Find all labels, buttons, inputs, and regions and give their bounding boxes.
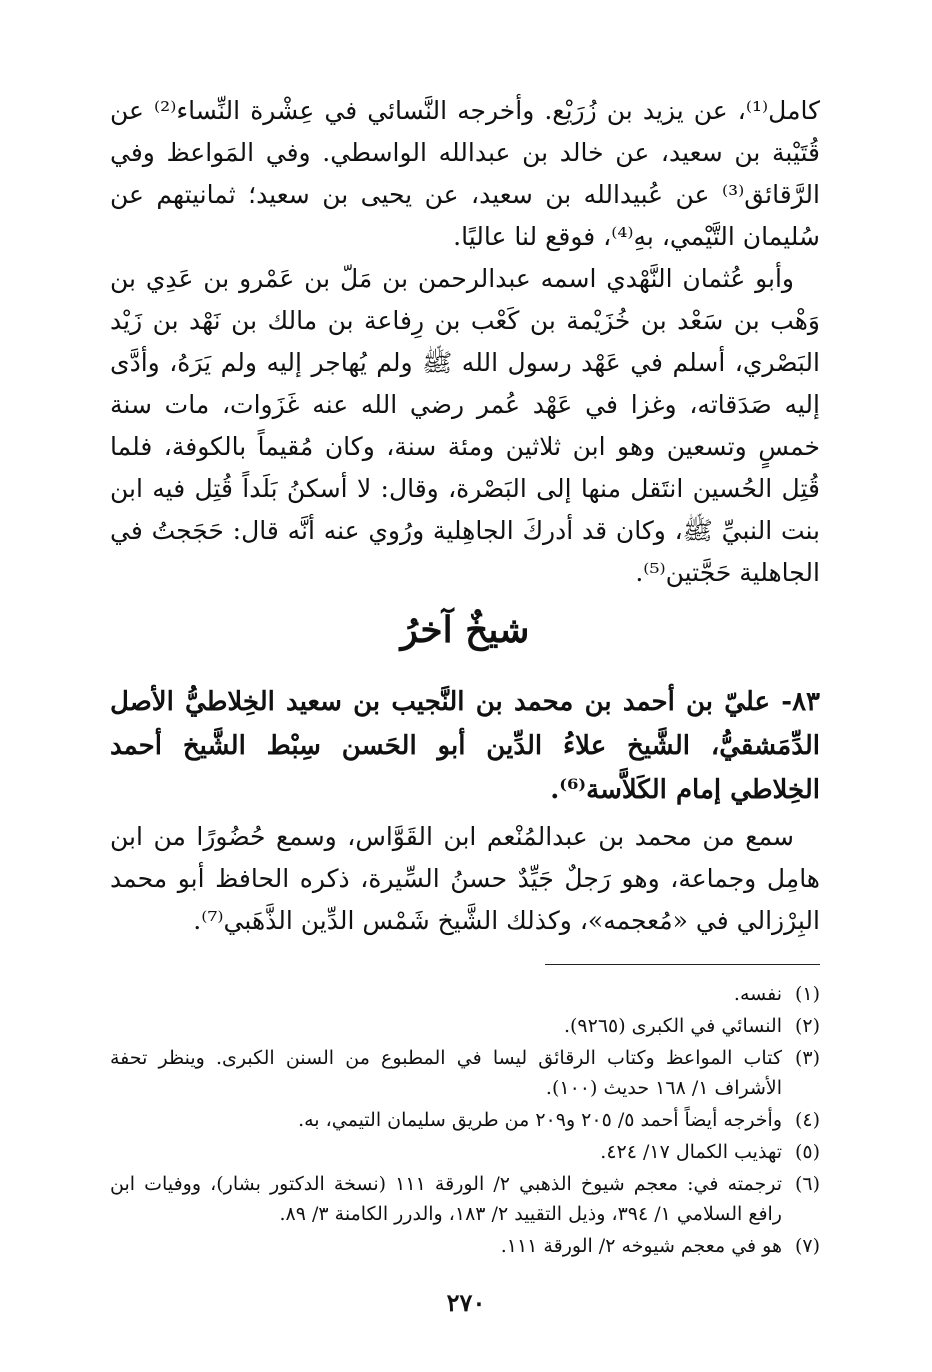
footnote-text: نفسه. bbox=[733, 983, 782, 1005]
entry-heading: ٨٣- عليّ بن أحمد بن محمد بن النَّجيب بن سعيد الخِلاطيُّ الأصل الدِّمَشقيُّ، الشَّيخ علاءُ الدِّين أبو الحَسن سِبْط الشَّيخ أحمد الخِلاطي إمام الكَلاَّسة⁽⁶⁾. bbox=[110, 687, 820, 805]
footnote-item bbox=[110, 1043, 820, 1103]
footnote-text: وأخرجه أيضاً أحمد ٥/ ٢٠٥ و٢٠٩ من طريق سليمان التيمي، به. bbox=[298, 1109, 782, 1131]
footnote-number: (٤) bbox=[794, 1109, 820, 1131]
footnote-number: (٧) bbox=[794, 1235, 820, 1257]
footnote-number: (٢) bbox=[794, 1015, 820, 1037]
footnote-separator bbox=[545, 964, 820, 965]
footnote-item bbox=[110, 1137, 820, 1167]
section-title: شيخٌ آخرُ bbox=[400, 609, 530, 651]
footnote-text: تهذيب الكمال ١٧/ ٤٢٤. bbox=[600, 1141, 782, 1163]
body-paragraph-1: كامل⁽¹⁾، عن يزيد بن زُرَيْع. وأخرجه النَّسائي في عِشْرة النِّساء⁽²⁾ عن قُتَيْبة بن سعيد، عن خالد بن عبدالله الواسطي. وفي المَواعظ وفي الرَّقائق⁽³⁾ عن عُبيدالله بن سعيد، عن يحيى بن سعيد؛ ثمانيتهم عن سُليمان التَّيْمي، بهِ⁽⁴⁾، فوقع لنا عاليًا. bbox=[110, 96, 820, 251]
footnotes-list bbox=[110, 979, 820, 1261]
footnote-text: كتاب المواعظ وكتاب الرقائق ليسا في المطبوع من السنن الكبرى. وينظر تحفة الأشراف ١/ ١٦٨ حديث (١٠٠). bbox=[110, 1047, 782, 1099]
footnote-number: (١) bbox=[794, 983, 820, 1005]
footnote-text: ترجمته في: معجم شيوخ الذهبي ٢/ الورقة ١١١ (نسخة الدكتور بشار)، ووفيات ابن رافع السلامي ١/ ٣٩٤، وذيل التقييد ٢/ ١٨٣، والدرر الكامنة ٣/ ٨٩. bbox=[110, 1173, 782, 1225]
page-number: ٢٧٠ bbox=[446, 1288, 486, 1317]
footnote-item bbox=[110, 1105, 820, 1135]
footnote-item bbox=[110, 1169, 820, 1229]
footnote-number: (٣) bbox=[794, 1047, 820, 1069]
footnote-item bbox=[110, 979, 820, 1009]
footnote-item bbox=[110, 1231, 820, 1261]
footnote-text: هو في معجم شيوخه ٢/ الورقة ١١١. bbox=[500, 1235, 782, 1257]
footnote-number: (٦) bbox=[794, 1173, 820, 1195]
footnote-text: النسائي في الكبرى (٩٢٦٥). bbox=[563, 1015, 782, 1037]
body-paragraph-2: وأبو عُثمان النَّهْدي اسمه عبدالرحمن بن مَلّ بن عَمْرو بن عَدِي بن وَهْب بن سَعْد بن خُزَيْمة بن كَعْب بن رِفاعة بن مالك بن نَهْد بن زَيْد البَصْري، أسلم في عَهْد رسول الله ﷺ ولم يُهاجر إليه ولم يَرَهُ، وأدَّى إليه صَدَقاته، وغزا في عَهْد عُمر رضي الله عنه غَزَوات، مات سنة خمسٍ وتسعين وهو ابن ثلاثين ومئة سنة، وكان مُقيماً بالكوفة، فلما قُتِل الحُسين انتَقل منها إلى البَصْرة، وقال: لا أسكنُ بَلَداً قُتِل فيه ابن بنت النبيِّ ﷺ، وكان قد أدركَ الجاهِلية ورُوي عنه أنَّه قال: حَجَجتُ في الجاهلية حَجَّتين⁽⁵⁾. bbox=[110, 264, 820, 587]
footnote-item bbox=[110, 1011, 820, 1041]
body-paragraph-3: سمع من محمد بن عبدالمُنْعم ابن القَوَّاس، وسمع حُضُورًا من ابن هامِل وجماعة، وهو رَجلٌ جَيِّدٌ حسنُ السِّيرة، ذكره الحافظ أبو محمد البِرْزالي في «مُعجمه»، وكذلك الشَّيخ شَمْس الدِّين الذَّهَبي⁽⁷⁾. bbox=[110, 822, 820, 935]
footnote-number: (٥) bbox=[794, 1141, 820, 1163]
